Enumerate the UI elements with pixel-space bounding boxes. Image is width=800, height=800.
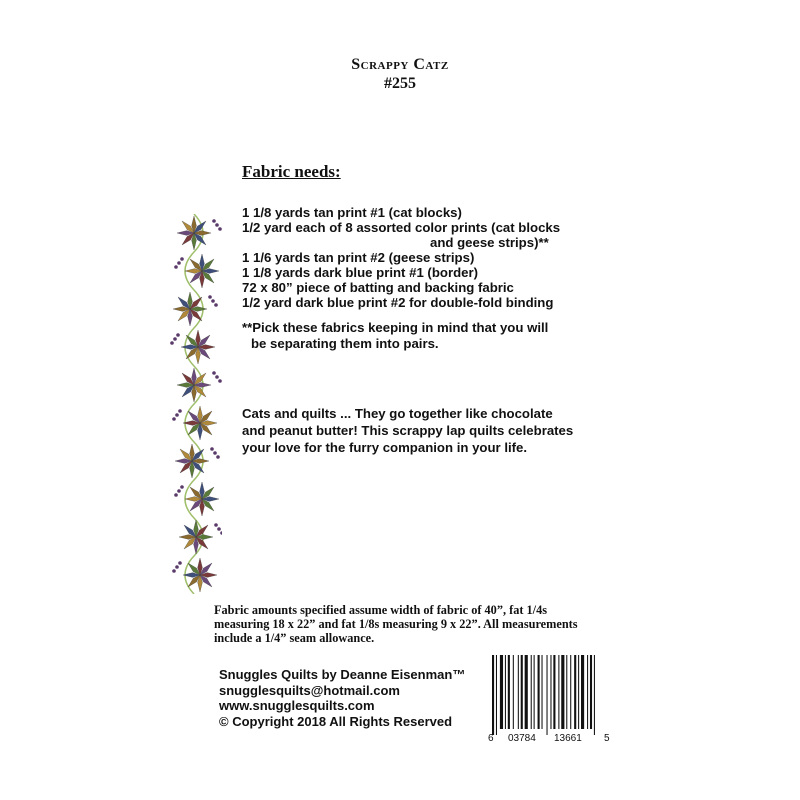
amounts-line: measuring 18 x 22” and fat 1/8s measuring 9 x 22”. All measurements: [214, 617, 578, 631]
barcode-bar: [513, 655, 514, 729]
website-address: www.snugglesquilts.com: [219, 698, 375, 713]
berry-dot: [214, 523, 218, 527]
fabric-amounts-note: [214, 603, 634, 645]
barcode: [484, 653, 614, 743]
pattern-name: Scrappy Catz: [351, 56, 449, 73]
barcode-bar: [550, 655, 551, 729]
berry-dot: [175, 565, 179, 569]
barcode-bar: [553, 655, 555, 729]
fabric-list: [242, 205, 602, 310]
fabric-item-continuation: and geese strips)**: [430, 235, 549, 250]
fabric-item: 72 x 80” piece of batting and backing fabric: [242, 280, 514, 295]
barcode-bar: [521, 655, 523, 729]
barcode-bar: [518, 655, 519, 729]
star-block: [173, 292, 207, 326]
berry-dot: [176, 333, 180, 337]
berry-dot: [217, 527, 221, 531]
company-name: Snuggles Quilts by Deanne Eisenman™: [219, 667, 466, 682]
barcode-bar: [587, 655, 588, 729]
berry-dot: [173, 337, 177, 341]
berry-dot: [213, 451, 217, 455]
berry-dot: [174, 265, 178, 269]
star-block: [179, 520, 213, 554]
barcode-bar: [496, 655, 497, 735]
pattern-title: [300, 55, 500, 93]
fabric-note: [242, 320, 602, 352]
berry-dot: [208, 295, 212, 299]
description-line: your love for the furry companion in your life.: [242, 440, 528, 455]
berry-dot: [216, 455, 220, 459]
barcode-digit-group-left: 03784: [508, 733, 536, 743]
amounts-line: Fabric amounts specified assume width of fabric of 40”, fat 1/4s: [214, 603, 548, 617]
description-line: Cats and quilts ... They go together like chocolate: [242, 406, 553, 421]
description-line: and peanut butter! This scrappy lap quilts celebrates: [242, 423, 574, 438]
barcode-bar: [547, 655, 548, 735]
berry-dot: [174, 493, 178, 497]
berry-dot: [218, 227, 222, 231]
email-address: snugglesquilts@hotmail.com: [219, 682, 400, 698]
berry-dot: [170, 341, 174, 345]
berry-dot: [214, 303, 218, 307]
barcode-bar: [590, 655, 592, 729]
barcode-bar: [534, 655, 535, 729]
berry-dot: [172, 569, 176, 573]
berry-dot: [210, 447, 214, 451]
amounts-line: include a 1/4” seam allowance.: [214, 631, 375, 645]
barcode-bar: [578, 655, 579, 729]
fabric-item: 1 1/8 yards dark blue print #1 (border): [242, 265, 478, 280]
berry-dot: [178, 561, 182, 565]
barcode-bar: [508, 655, 510, 729]
fabric-needs-heading: Fabric needs:: [242, 162, 341, 181]
barcode-bar: [570, 655, 571, 729]
copyright-notice: © Copyright 2018 All Rights Reserved: [219, 713, 453, 729]
berry-dot: [172, 417, 176, 421]
barcode-bar: [561, 655, 564, 729]
barcode-bar: [525, 655, 528, 729]
barcode-bar: [581, 655, 584, 729]
barcode-bar: [558, 655, 559, 729]
star-block: [185, 254, 219, 288]
pattern-description: [242, 405, 622, 456]
pattern-number: #255: [384, 75, 416, 92]
berry-dot: [177, 261, 181, 265]
barcode-digit-group-right: 13661: [554, 733, 582, 743]
berry-dot: [212, 371, 216, 375]
star-block: [185, 482, 219, 516]
note-line: **Pick these fabrics keeping in mind that you will: [242, 320, 549, 335]
barcode-bar: [538, 655, 540, 729]
star-block: [183, 558, 217, 592]
fabric-item: 1 1/8 yards tan print #1 (cat blocks): [242, 205, 462, 220]
contact-info: [219, 667, 519, 729]
fabric-item: 1 1/6 yards tan print #2 (geese strips): [242, 250, 475, 265]
barcode-bar: [574, 655, 576, 729]
barcode-bar: [505, 655, 506, 729]
barcode-digit-lead: 6: [488, 733, 494, 743]
barcode-digit-check: 5: [604, 733, 610, 743]
star-block: [181, 330, 215, 364]
note-line: be separating them into pairs.: [251, 336, 439, 351]
berry-dot: [215, 375, 219, 379]
berry-dot: [180, 257, 184, 261]
berry-dot: [211, 299, 215, 303]
berry-dot: [177, 489, 181, 493]
star-block: [177, 368, 211, 402]
berry-dot: [220, 531, 222, 535]
berry-dot: [215, 223, 219, 227]
barcode-bar: [500, 655, 503, 729]
berry-dot: [218, 379, 222, 383]
barcode-bars: [492, 655, 595, 735]
berry-dot: [180, 485, 184, 489]
berry-dot: [175, 413, 179, 417]
star-vine-border: [166, 214, 222, 594]
barcode-bar: [566, 655, 567, 729]
barcode-bar: [594, 655, 595, 735]
star-block: [183, 406, 217, 440]
fabric-item: 1/2 yard dark blue print #2 for double-fold binding: [242, 295, 554, 310]
star-block: [175, 444, 209, 478]
barcode-bar: [492, 655, 494, 735]
barcode-bar: [542, 655, 543, 729]
star-block: [177, 216, 211, 250]
fabric-item: 1/2 yard each of 8 assorted color prints (cat blocks: [242, 220, 561, 235]
berry-dot: [212, 219, 216, 223]
barcode-bar: [531, 655, 532, 729]
berry-dot: [178, 409, 182, 413]
